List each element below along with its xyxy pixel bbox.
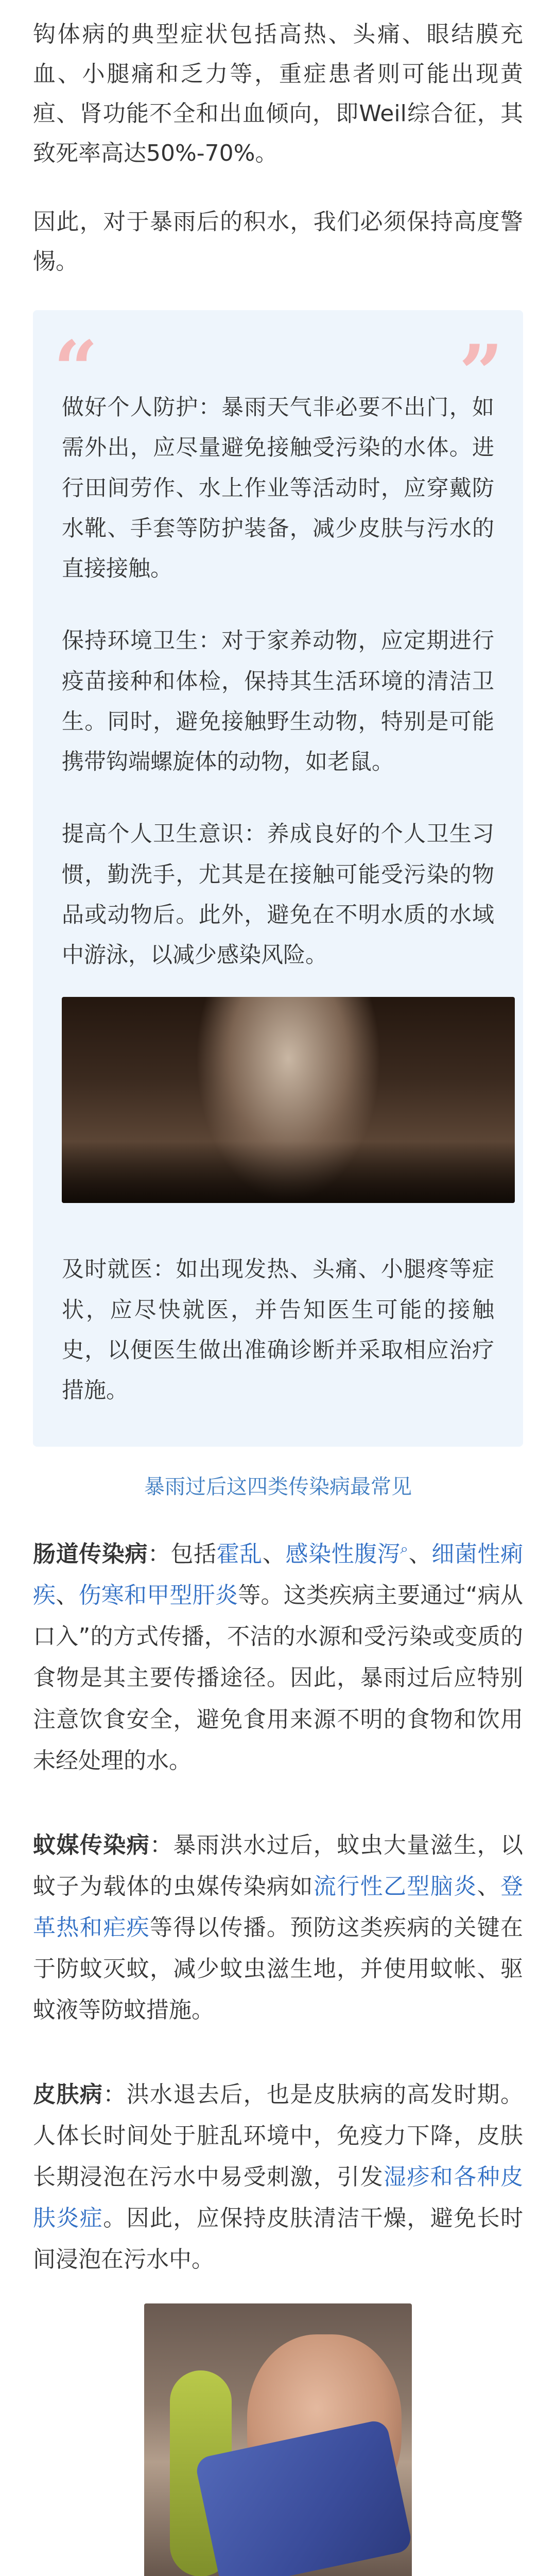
mosquito-disease-paragraph [33,1825,523,2031]
quote-close-icon: “ [458,290,502,381]
gif-woman-biting-cloth [144,2303,412,2576]
intro-paragraph-alert: 因此，对于暴雨后的积水，我们必须保持高度警惕。 [33,209,523,275]
text: 、 [408,1541,432,1568]
link-infectious-diarrhea[interactable]: 感染性腹泻 [285,1541,401,1568]
term-skin: 皮肤病 [33,2081,103,2108]
skin-disease-paragraph [33,2074,523,2280]
text: ：暴雨洪水过后，蚊虫大量滋生，以蚊子为载体的虫媒传染病如 [33,1832,523,1900]
text: 等得以传播。预防这类疾病的关键在于防蚊灭蚊，减少蚊虫滋生地，并使用蚊帐、驱蚊液等防蚊措施。 [33,1914,523,2024]
section-title: 暴雨过后这四类传染病最常见 [144,1475,412,1499]
intro-block [0,0,556,281]
prevention-seek-care: 及时就医：如出现发热、头痛、小腿疼等症状，应尽快就医，并告知医生可能的接触史，以便医生做出准确诊断并采取相应治疗措施。 [62,1257,494,1403]
text: 、 [262,1541,286,1568]
text: 。因此，应保持皮肤清洁干燥，避免长时间浸泡在污水中。 [33,2205,524,2273]
prevention-personal-protection: 做好个人防护：暴雨天气非必要不出门，如需外出，应尽量避免接触受污染的水体。进行田间劳作、水上作业等活动时，应穿戴防水靴、手套等防护装备，减少皮肤与污水的直接接触。 [62,395,494,582]
link-eczema-dermatitis[interactable]: 湿疹和各种皮肤炎症 [33,2164,523,2232]
link-cholera[interactable]: 霍乱 [216,1541,263,1568]
term-mosquito: 蚊媒传染病 [33,1832,150,1858]
prevention-card [33,290,523,1447]
text: 、 [477,1873,501,1900]
text: ：包括 [147,1541,217,1568]
term-intestinal: 肠道传染病 [33,1541,148,1568]
prevention-environment: 保持环境卫生：对于家养动物，应定期进行疫苗接种和体检，保持其生活环境的清洁卫生。同时，避免接触野生动物，特别是可能携带钩端螺旋体的动物，如老鼠。 [62,628,494,775]
photo-shadow [62,1141,515,1203]
link-japanese-encephalitis[interactable]: 流行性乙型脑炎 [313,1873,477,1900]
flood-photo [62,997,515,1203]
link-dysentery[interactable]: 细菌性痢疾 [33,1541,524,1609]
prevention-hygiene: 提高个人卫生意识：养成良好的个人卫生习惯，勤洗手，尤其是在接触可能受污染的物品或动物后。此外，避免在不明水质的水域中游泳，以减少感染风险。 [62,821,494,968]
text: ：洪水退去后，也是皮肤病的高发时期。人体长时间处于脏乱环境中，免疫力下降，皮肤长期浸泡在污水中易受刺激，引发 [33,2081,524,2191]
link-typhoid-hepatitis-a[interactable]: 伤寒和甲型肝炎 [78,1582,238,1609]
link-dengue-malaria[interactable]: 登革热和疟疾 [33,1873,524,1941]
quote-open-icon: “ [54,324,98,415]
text: 等。这类疾病主要通过“病从口入”的方式传播，不洁的水源和受污染或变质的食物是其主要传播途径。因此，暴雨过后应特别注意饮食安全，避免食用来源不明的食物和饮用未经处理的水。 [33,1582,524,1774]
intro-paragraph-symptoms: 钩体病的典型症状包括高热、头痛、眼结膜充血、小腿痛和乏力等，重症患者则可能出现黄疸、肾功能不全和出血倾向，即Weil综合征，其致死率高达50%-70%。 [33,21,523,166]
intestinal-disease-paragraph [33,1534,523,1781]
search-icon[interactable]: ⌕ [400,1540,409,1557]
text: 、 [56,1582,79,1609]
